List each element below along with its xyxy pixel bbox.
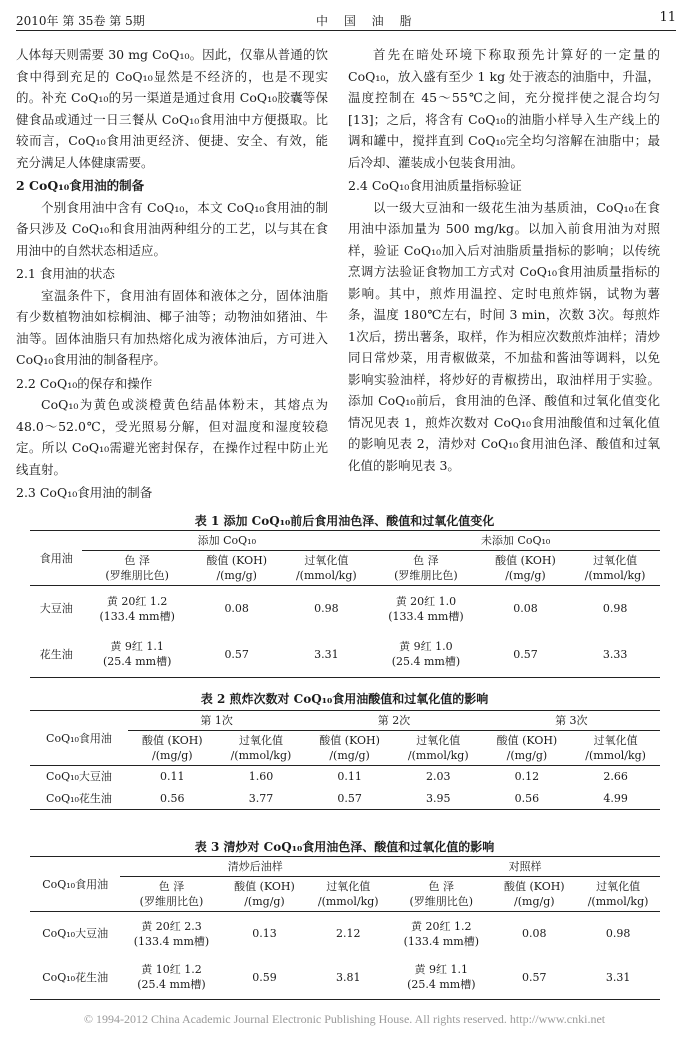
table-3 [30, 856, 660, 1000]
journal-name: 中 国 油 脂 [316, 14, 418, 28]
table-1 [30, 530, 660, 678]
table-row: CoQ₁₀花生油 黄 10红 1.2 (25.4 mm槽) 0.59 3.81 黄 9红 1.1 (25.4 mm槽) 0.57 3.31 [30, 956, 660, 1000]
paragraph: 室温条件下，食用油有固体和液体之分，固体油脂有少数植物油如棕榈油、椰子油等；动物油如猪油、牛油等。固体油脂只有加热熔化成为液体油后，方可进入 CoQ₁₀食用油的制备程序。 [16, 287, 328, 367]
table-col-header: 过氧化值 /(mmol/kg) [571, 731, 660, 766]
left-column [16, 44, 328, 504]
table-col-header: 色 泽 (罗维朋比色) [390, 877, 492, 912]
table-group-header: 清炒后油样 [120, 857, 390, 877]
table-group-header: 第 1次 [128, 711, 305, 731]
paragraph: CoQ₁₀为黄色或淡橙黄色结晶体粉末，其熔点为 48.0～52.0℃，受光照易分解，但对温度和湿度较稳定。所以 CoQ₁₀需避光密封保存，在操作过程中防止光线直射。 [16, 397, 328, 477]
table-2 [30, 710, 660, 810]
table-2-title: 表 2 煎炸次数对 CoQ₁₀食用油酸值和过氧化值的影响 [200, 692, 489, 706]
table-3-title: 表 3 清炒对 CoQ₁₀食用油色泽、酸值和过氧化值的影响 [194, 840, 495, 854]
table-col-header: 酸值 (KOH) /(mg/g) [483, 731, 572, 766]
table-group-header: 第 3次 [483, 711, 660, 731]
copyright-footer: © 1994-2012 China Academic Journal Electronic Publishing House. All rights reserved. http://www.cnki.net [83, 1012, 606, 1026]
subsection-heading: 2.1 食用油的状态 [16, 266, 115, 281]
table-row: CoQ₁₀大豆油 0.11 1.60 0.11 2.03 0.12 2.66 [46, 770, 628, 784]
table-col-header: 酸值 (KOH) /(mg/g) [223, 877, 307, 912]
table-col-header: 过氧化值 /(mmol/kg) [576, 877, 660, 912]
right-column [348, 44, 660, 476]
paragraph: 以一级大豆油和一级花生油为基质油，CoQ₁₀在食用油中添加量为 500 mg/kg。以加入前食用油为对照样，验证 CoQ₁₀加入后对油脂质量指标的影响；以传统烹调方法验证食物加工方式对 CoQ₁₀食用油质量指标的影响。其中，煎炸用温控、定时电煎炸锅，试物为薯条，温度 180℃左右，时间 3 min，次数 3次。每煎炸 1次后，捞出薯条，取样，作为相应次数煎炸油样；清炒同日常炒菜，用青椒做菜，不加盐和酱油等调料，以免影响实验油样，将炒好的青椒捞出，取油样用于实验。添加 CoQ₁₀前后，食用油的色泽、酸值和过氧化值变化情况见表 1，煎炸次数对 CoQ₁₀食用油酸值和过氧化值的影响见表 2，清炒对 CoQ₁₀食用油色泽、酸值和过氧化值的影响见表 3。 [348, 199, 660, 473]
table-col-header: 过氧化值 /(mmol/kg) [217, 731, 306, 766]
table-group-header: 未添加 CoQ₁₀ [371, 531, 660, 551]
subsection-heading: 2.2 CoQ₁₀的保存和操作 [16, 375, 153, 391]
table-col-header: 酸值 (KOH) /(mg/g) [305, 731, 394, 766]
table-col-header: 酸值 (KOH) /(mg/g) [492, 877, 576, 912]
table-row: 大豆油 黄 20红 1.2 (133.4 mm槽) 0.08 0.98 黄 20红 1.0 (133.4 mm槽) 0.08 0.98 [39, 594, 628, 623]
table-col-header: 过氧化值 /(mmol/kg) [570, 551, 660, 586]
table-row-head: CoQ₁₀食用油 [30, 857, 120, 912]
subsection-heading: 2.3 CoQ₁₀食用油的制备 [16, 485, 153, 500]
table-group-header: 第 2次 [305, 711, 482, 731]
table-col-header: 色 泽 (罗维朋比色) [82, 551, 191, 586]
table-1-title: 表 1 添加 CoQ₁₀前后食用油色泽、酸值和过氧化值变化 [194, 514, 495, 528]
section-heading: 2 CoQ₁₀食用油的制备 [16, 178, 145, 193]
table-row: CoQ₁₀大豆油 黄 20红 2.3 (133.4 mm槽) 0.13 2.12 黄 20红 1.2 (133.4 mm槽) 0.08 0.98 [42, 919, 631, 948]
table-group-header: 添加 CoQ₁₀ [82, 531, 371, 551]
journal-issue: 2010年 第 35卷 第 5期 [16, 14, 145, 28]
table-col-header: 过氧化值 /(mmol/kg) [306, 877, 390, 912]
table-row: CoQ₁₀花生油 0.56 3.77 0.57 3.95 0.56 4.99 [30, 788, 660, 810]
table-group-header: 对照样 [390, 857, 660, 877]
table-col-header: 色 泽 (罗维朋比色) [371, 551, 480, 586]
running-header [16, 8, 676, 31]
table-col-header: 过氧化值 /(mmol/kg) [281, 551, 371, 586]
paragraph: 人体每天则需要 30 mg CoQ₁₀。因此，仅靠从普通的饮食中得到充足的 CoQ₁₀显然是不经济的，也是不现实的。补充 CoQ₁₀的另一渠道是通过食用 CoQ₁₀胶囊等保健食品或通过一日三餐从 CoQ₁₀食用油中方便摄取。比较而言，CoQ₁₀食用油更经济、便捷、安全、有效，能充分满足人体健康需要。 [16, 47, 328, 170]
table-col-header: 酸值 (KOH) /(mg/g) [128, 731, 217, 766]
table-row-head: CoQ₁₀食用油 [30, 711, 128, 766]
paragraph: 首先在暗处环境下称取预先计算好的一定量的 CoQ₁₀，放入盛有至少 1 kg 处于液态的油脂中，升温，温度控制在 45～55℃之间，充分搅拌使之混合均匀[13]；之后，将含有 CoQ₁₀的油脂小样导入生产线上的调和罐中，搅拌直到 CoQ₁₀完全均匀溶解在油脂中；最后冷却、灌装成小包装食用油。 [348, 47, 660, 170]
table-col-header: 酸值 (KOH) /(mg/g) [192, 551, 282, 586]
page-number: 11 [659, 10, 676, 25]
table-row-head: 食用油 [30, 531, 82, 586]
paragraph: 个别食用油中含有 CoQ₁₀，本文 CoQ₁₀食用油的制备只涉及 CoQ₁₀和食用油两种组分的工艺，以与其在食用油中的自然状态相适应。 [16, 199, 328, 258]
table-row: 花生油 黄 9红 1.1 (25.4 mm槽) 0.57 3.31 黄 9红 1.0 (25.4 mm槽) 0.57 3.33 [30, 632, 660, 678]
table-col-header: 过氧化值 /(mmol/kg) [394, 731, 483, 766]
subsection-heading: 2.4 CoQ₁₀食用油质量指标验证 [348, 178, 522, 193]
table-col-header: 色 泽 (罗维朋比色) [120, 877, 222, 912]
table-col-header: 酸值 (KOH) /(mg/g) [481, 551, 571, 586]
